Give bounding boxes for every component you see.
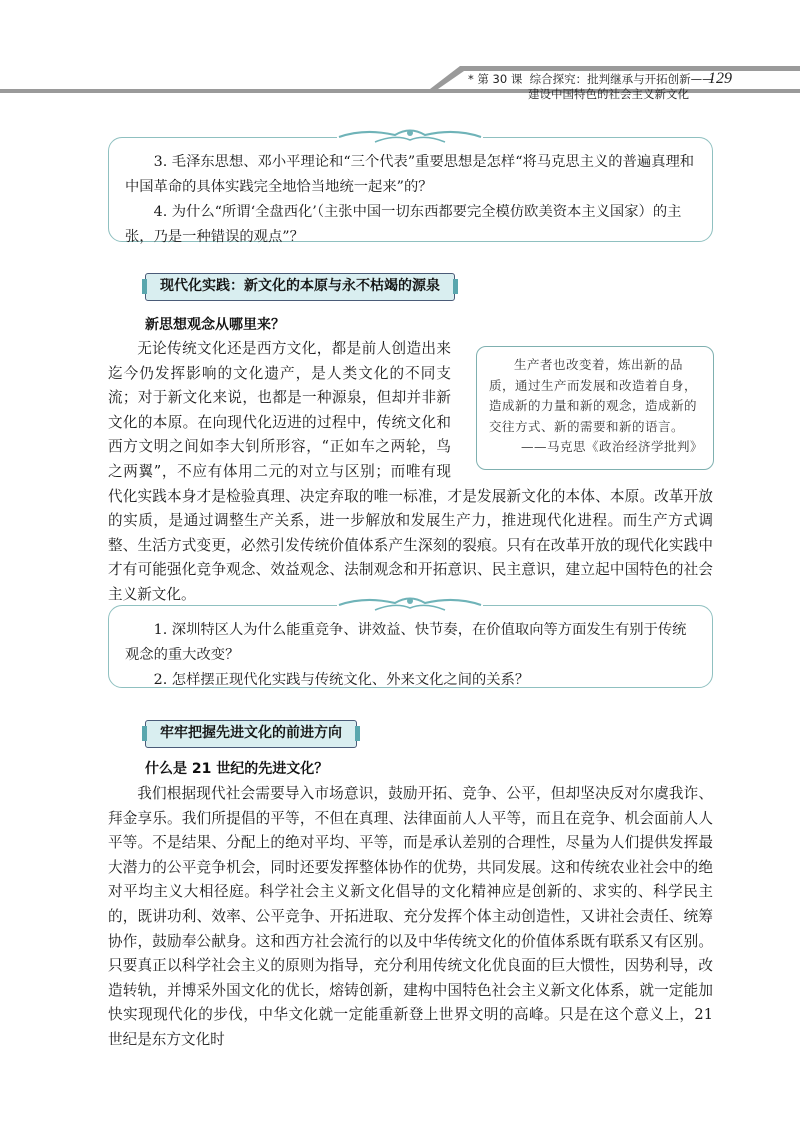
question-2: 2. 怎样摆正现代化实践与传统文化、外来文化之间的关系？ [153,672,530,688]
running-header [468,72,714,102]
marx-quote-source: ——马克思《政治经济学批判》 [520,439,703,454]
section-question-1: 新思想观念从哪里来？ [145,317,285,333]
lesson-number: * 第 30 课 [468,72,523,86]
page-number: 129 [708,70,732,87]
question-1: 1. 深圳特区人为什么能重竞争、讲效益、快节奏，在价值取向等方面发生有别于传统观念的重大改变？ [125,622,687,663]
question-3: 3. 毛泽东思想、邓小平理论和“三个代表”重要思想是怎样“将马克思主义的普遍真理和中国革命的具体实践完全地恰当地统一起来”的？ [125,154,695,195]
discussion-box-1 [108,137,713,245]
marx-quote: 生产者也改变着，炼出新的品质，通过生产而发展和改造着自身，造成新的力量和新的观念，造成新的交往方式、新的需要和新的语言。 [489,357,698,434]
section-question-2: 什么是 21 世纪的先进文化？ [145,761,329,777]
section2-body [108,782,713,1053]
section-title-modernization: 现代化实践：新文化的本原与永不枯竭的源泉 [145,273,455,301]
lesson-title-line1: 综合探究：批判继承与开拓创新—— [529,72,714,86]
marx-quote-box [476,346,714,470]
section-title-advanced-culture: 牢牢把握先进文化的前进方向 [145,720,357,748]
lesson-title-line2: 建设中国特色的社会主义新文化 [528,87,689,101]
question-4: 4. 为什么“所谓‘全盘西化’（主张中国一切东西都要完全模仿欧美资本主义国家）的主张，乃是一种错误的观点”？ [125,204,682,245]
box-ornament-icon [335,592,485,618]
box-ornament-icon [335,124,485,150]
section1-paragraph: 无论传统文化还是西方文化，都是前人创造出来迄今仍发挥影响的文化遗产，是人类文化的不同支流；对于新文化来说，也都是一种源泉，但却并非新文化的本原。在向现代化迈进的过程中，传统文化和西方文明之间如李大钊所形容，“正如车之两轮，鸟之两翼”，不应有体用二元的对立与区别；而唯有现代化实践本身才是检验真理、决定弃取的唯一标准，才是发展新文化的本体、本原。改革开放的实质，是通过调整生产关系，进一步解放和发展生产力，推进现代化进程。而生产方式调整、生活方式变更，必然引发传统价值体系产生深刻的裂痕。只有在改革开放的现代化实践中才有可能强化竞争观念、效益观念、法制观念和开拓意识、民主意识，建立起中国特色的社会主义新文化。 [108,340,713,603]
section2-paragraph: 我们根据现代社会需要导入市场意识，鼓励开拓、竞争、公平，但却坚决反对尔虞我诈、拜金享乐。我们所提倡的平等，不但在真理、法律面前人人平等，而且在竞争、机会面前人人平等。不是结果、分配上的绝对平均、平等，而是承认差别的合理性，尽量为人们提供发挥最大潜力的公平竞争机会，同时还要发挥整体协作的优势，共同发展。这和传统农业社会中的绝对平均主义大相径庭。科学社会主义新文化倡导的文化精神应是创新的、求实的、科学民主的，既讲功利、效率、公平竞争、开拓进取、充分发挥个体主动创造性，又讲社会责任、统筹协作，鼓励奉公献身。这和西方社会流行的以及中华传统文化的价值体系既有联系又有区别。只要真正以科学社会主义的原则为指导，充分利用传统文化优良面的巨大惯性，因势利导，改造转轨，并博采外国文化的优长，熔铸创新，建构中国特色社会主义新文化体系，就一定能加快实现现代化的步伐，中华文化就一定能重新登上世界文明的高峰。只是在这个意义上，21 世纪是东方文化时 [108,785,713,1048]
